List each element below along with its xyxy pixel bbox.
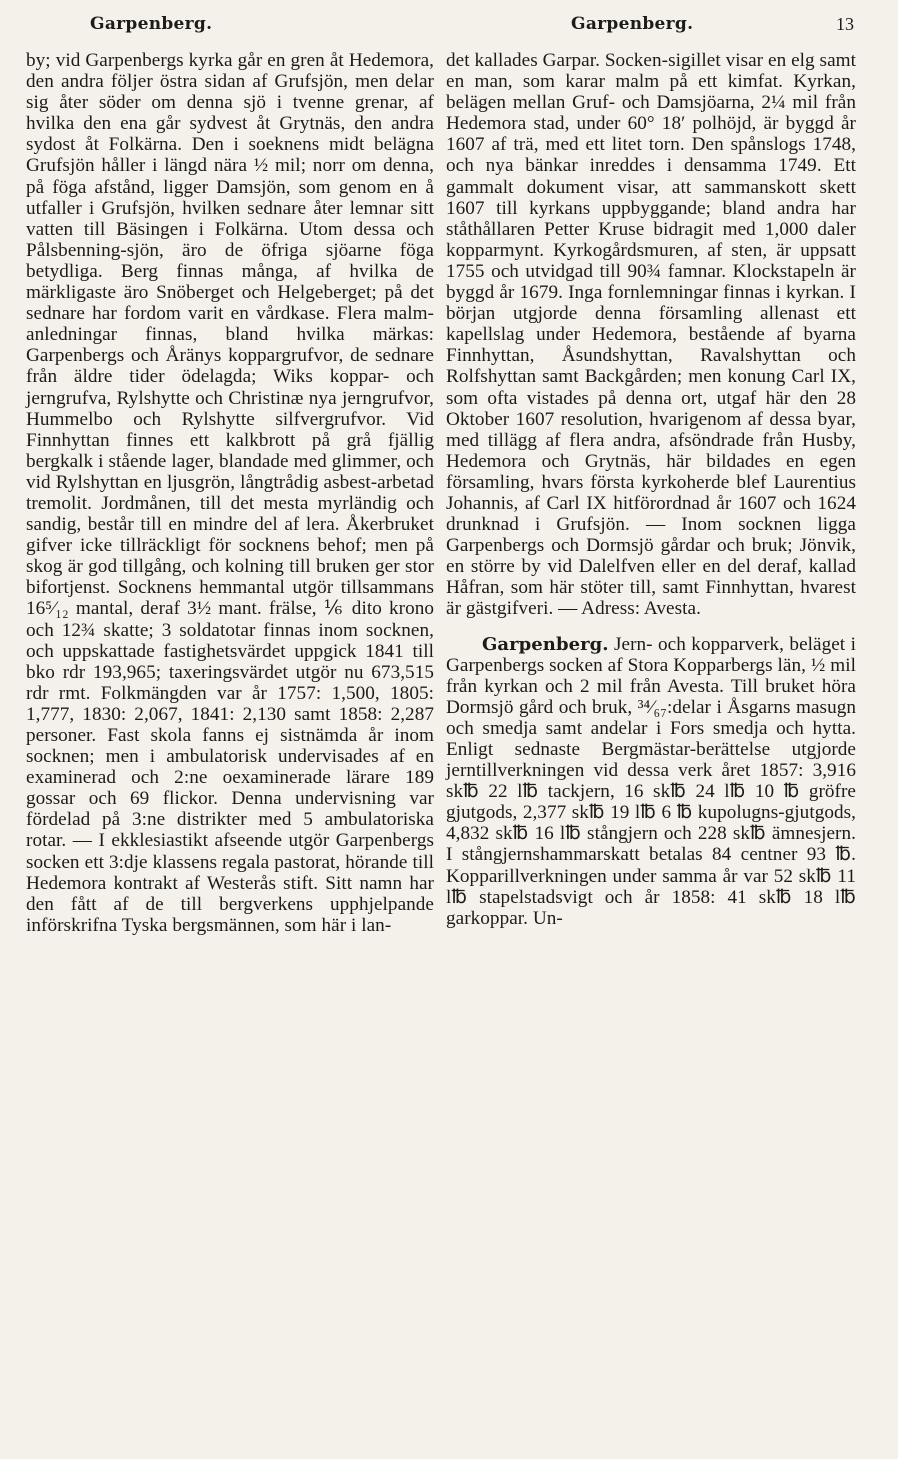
running-head-right: Garpenberg. [571,14,694,34]
garpenberg-entry [446,634,856,929]
right-column-paragraph: det kallades Garpar. Socken-sigillet visar en elg samt en man, som karar malm på ett kimfat. Kyrkan, belägen mellan Gruf- och Damsjöarna, 2¼ mil från Hedemora stad, under 60° 18′ polhöjd, är byggd år 1607 af trä, med ett litet torn. Den spånslogs 1748, och nya bänkar inreddes i densamma 1749. Ett gammalt dokument visar, att sammanskott skett 1607 till kyrkans uppbyggande; bland andra har ståthållaren Petter Kruse bidragit med 1,000 daler kopparmynt. Kyrkogårdsmuren, af sten, är uppsatt 1755 och utvidgad till 90¾ famnar. Klockstapeln är byggd år 1679. Inga fornlemningar finnas i kyrkan. I början utgjorde denna församling allenast ett kapellslag under Hedemora, bestående af byarna Finnhyttan, Åsundshyttan, Ravalshyttan och Rolfshyttan samt Backgården; men konung Carl IX, som ofta vistades på denna ort, utgaf här den 28 Oktober 1607 resolution, hvarigenom af dessa byar, med tillägg af flera andra, afsöndrade från Husby, Hedemora och Grytnäs, här bildades en egen församling, hvars första kyrkoherde blef Laurentius Johannis, af Carl IX hitförordnad år 1607 och 1624 drunknad i Grufsjön. — Inom socknen ligga Garpenbergs och Dormsjö gårdar och bruk; Jönvik, en större by vid Dalelfven eller en del deraf, kallad Håfran, som här stöter till, samt Finnhyttan, hvarest är gästgifveri. — Adress: Avesta. [446,50,856,620]
page-number: 13 [836,14,854,34]
entry-heading: Garpenberg. [482,633,609,655]
entry-text: Jern- och kopparverk, beläget i Garpenbergs socken af Stora Kopparbergs län, ½ mil från kyrkan och 2 mil från Avesta. Till bruket höra Dormsjö gård och bruk, ³⁴⁄₆₇:delar i Åsgarns masugn och smedja samt andelar i Fors smedja och hytta. Enligt sednaste Bergmästar-berättelse utgjorde jerntillverkningen vid dessa verk året 1857: 3,916 sk℔ 22 l℔ tackjern, 16 sk℔ 24 l℔ 10 ℔ gröfre gjutgods, 2,377 sk℔ 19 l℔ 6 ℔ kupolugns-gjutgods, 4,832 sk℔ 16 l℔ stångjern och 228 sk℔ ämnesjern. I stångjernshammarskatt betalas 84 centner 93 ℔. Kopparillverkningen under samma år var 52 sk℔ 11 l℔ stapelstadsvigt och år 1858: 41 sk℔ 18 l℔ garkoppar. Un- [446,633,856,929]
running-head-left: Garpenberg. [90,14,213,34]
left-column [26,50,434,1450]
right-column [446,50,856,1450]
running-header [0,14,898,38]
left-column-paragraph: by; vid Garpenbergs kyrka går en gren åt Hedemora, den andra följer östra sidan af Grufsjön, men delar sig åter söder om denna sjö i tvenne grenar, af hvilka den ena går sydvest åt Grytnäs, den andra sydost åt Folkärna. Den i soeknens midt belägna Grufsjön håller i längd nära ½ mil; norr om denna, på föga afstånd, ligger Damsjön, som genom en å utfaller i Grufsjön, hvilken sednare åter lemnar sitt vatten till Bäsingen i Folkärna. Utom dessa och Pålsbenning-sjön, äro de öfriga sjöarne föga betydliga. Berg finnas många, af hvilka de märkligaste äro Snöberget och Helgeberget; på det sednare har fordom varit en vårdkase. Flera malm-anledningar finnas, bland hvilka märkas: Garpenbergs och Åränys koppargrufvor, de sednare från äldre tider ödelagda; Wiks koppar- och jerngrufva, Rylshytte och Christinæ nya jerngrufvor, Hummelbo och Rylshytte silfvergrufvor. Vid Finnhyttan finnes ett kalkbrott på grå fjällig bergkalk i stående lager, blandade med glimmer, och vid Rylshyttan en ljusgrön, långtrådig asbest-arbetad tremolit. Jordmånen, till det mesta myrländig och sandig, består till en mindre del af lera. Åkerbruket gifver icke tillräckligt för socknens behof; men på skog är god tillgång, och kolning till bruken ger stor bifortjenst. Socknens hemmantal utgör tillsammans 16⁵⁄₁₂ mantal, deraf 3½ mant. frälse, ⅙ dito krono och 12¾ skatte; 3 soldatotar finnas inom socknen, och uppskattade fastighetsvärdet uppgick 1841 till bko rdr 193,965; taxeringsvärdet utgör nu 673,515 rdr rmt. Folkmängden var år 1757: 1,500, 1805: 1,777, 1830: 2,067, 1841: 2,130 samt 1858: 2,287 personer. Fast skola fanns ej sistnämda år inom socknen; men i ambulatorisk undervisades af en examinerad och 2:ne oexaminerade lärare 189 gossar och 69 flickor. Denna undervisning var fördelad på 3:ne distrikter med 5 ambulatoriska rotar. — I ekklesiastikt afseende utgör Garpenbergs socken ett 3:dje klassens regala pastorat, hörande till Hedemora kontrakt af Westerås stift. Sitt namn har den fått af de till bergverkens upphjelpande införskrifna Tyska bergsmännen, som här i lan- [26,50,434,936]
